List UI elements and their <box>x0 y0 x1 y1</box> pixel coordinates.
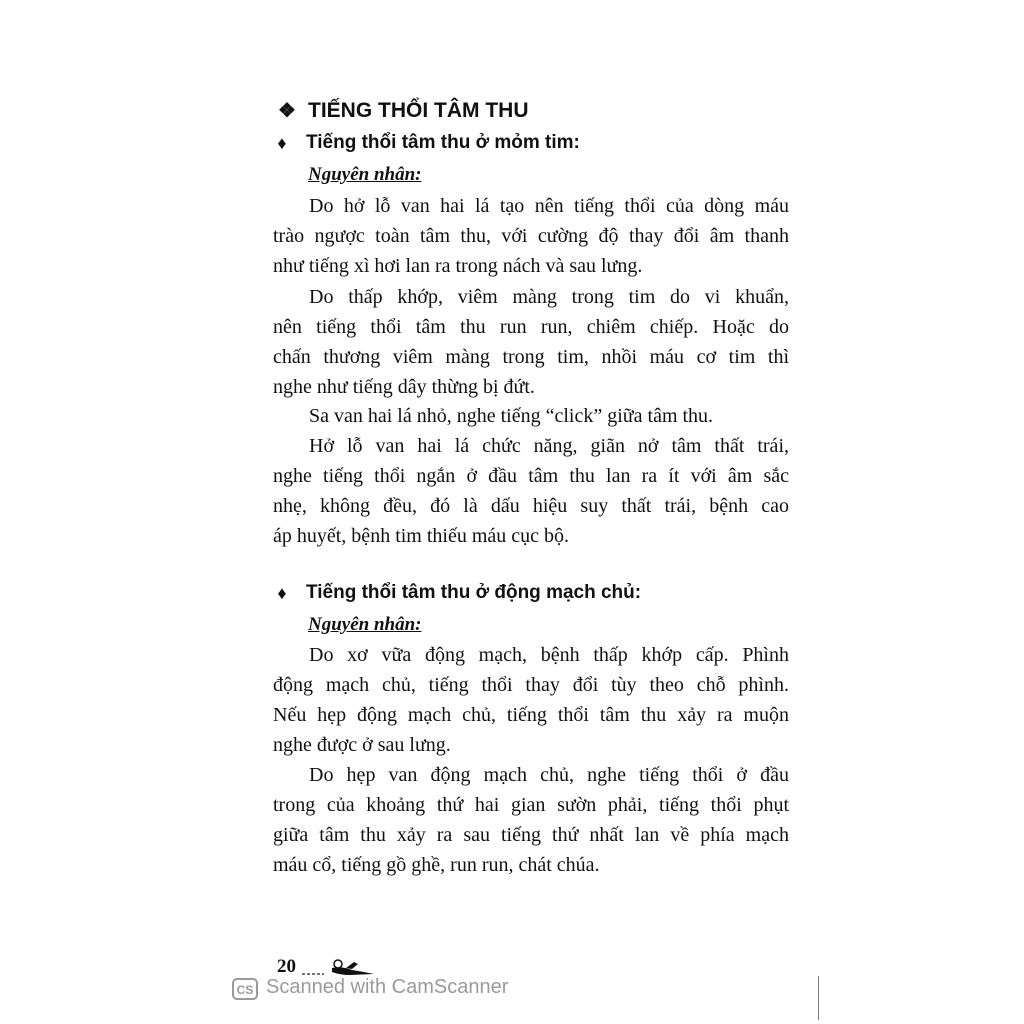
text-line: Nếu hẹp động mạch chủ, tiếng thổi tâm thu xảy ra muộn <box>273 704 789 726</box>
section-title <box>276 98 528 123</box>
paragraph <box>273 401 789 431</box>
text-line: nên tiếng thổi tâm thu run run, chiêm chiếp. Hoặc do <box>273 316 789 338</box>
diamond-bullet-icon: ♦ <box>277 582 287 603</box>
text-line: giữa tâm thu xảy ra sau tiếng thứ nhất lan về phía mạch <box>273 824 789 846</box>
text-line: nhẹ, không đều, đó là dấu hiệu suy thất trái, bệnh cao <box>273 495 789 517</box>
text-line: nghe được ở sau lưng. <box>273 734 451 756</box>
page-number: 20 <box>277 956 296 977</box>
text-line: áp huyết, bệnh tim thiếu máu cục bộ. <box>273 525 570 547</box>
text-line: như tiếng xì hơi lan ra trong nách và sau lưng. <box>273 255 643 277</box>
text-line: Do hở lỗ van hai lá tạo nên tiếng thổi của dòng máu <box>309 195 789 217</box>
text-line: chấn thương viêm màng trong tim, nhồi máu cơ tim thì <box>273 346 789 368</box>
paragraph <box>273 640 789 760</box>
paragraph <box>273 282 789 402</box>
four-diamond-bullet-icon: ❖ <box>278 100 296 122</box>
text-line: Do xơ vữa động mạch, bệnh thấp khớp cấp. Phình <box>309 644 789 666</box>
cause-label: Nguyên nhân: <box>308 614 422 635</box>
text-line: trong của khoảng thứ hai gian sườn phải, tiếng thổi phụt <box>273 794 789 816</box>
camscanner-logo-text: CS <box>236 983 254 997</box>
subsection-heading-mitral <box>272 132 580 154</box>
subsection-heading-text: Tiếng thổi tâm thu ở động mạch chủ: <box>306 582 642 603</box>
paragraph <box>273 191 789 281</box>
text-line: nghe như tiếng dây thừng bị đứt. <box>273 376 535 398</box>
subsection-heading-text: Tiếng thổi tâm thu ở mỏm tim: <box>306 132 580 153</box>
paragraph <box>273 760 789 880</box>
subsection-heading-aortic <box>272 582 641 604</box>
text-line: máu cổ, tiếng gồ ghề, run run, chát chúa. <box>273 854 600 876</box>
cause-label: Nguyên nhân: <box>308 164 422 185</box>
text-line: Sa van hai lá nhỏ, nghe tiếng “click” giữa tâm thu. <box>309 405 714 427</box>
text-line: Do hẹp van động mạch chủ, nghe tiếng thổi ở đầu <box>309 764 789 786</box>
page-edge-line <box>818 976 819 1020</box>
text-line: Do thấp khớp, viêm màng trong tim do vi khuẩn, <box>309 286 789 308</box>
paragraph <box>273 431 789 551</box>
text-line: trào ngược toàn tâm thu, với cường độ thay đổi âm thanh <box>273 225 789 247</box>
reclining-figure-ornament-icon <box>302 956 378 978</box>
text-line: Hở lỗ van hai lá chức năng, giãn nở tâm thất trái, <box>309 435 789 457</box>
camscanner-logo-icon <box>232 978 258 1000</box>
text-line: động mạch chủ, tiếng thổi thay đổi tùy theo chỗ phình. <box>273 674 789 696</box>
scanner-watermark: Scanned with CamScanner <box>266 976 509 998</box>
text-line: nghe tiếng thổi ngắn ở đầu tâm thu lan ra ít với âm sắc <box>273 465 789 487</box>
diamond-bullet-icon: ♦ <box>277 132 287 153</box>
section-title-text: TIẾNG THỔI TÂM THU <box>308 98 529 122</box>
